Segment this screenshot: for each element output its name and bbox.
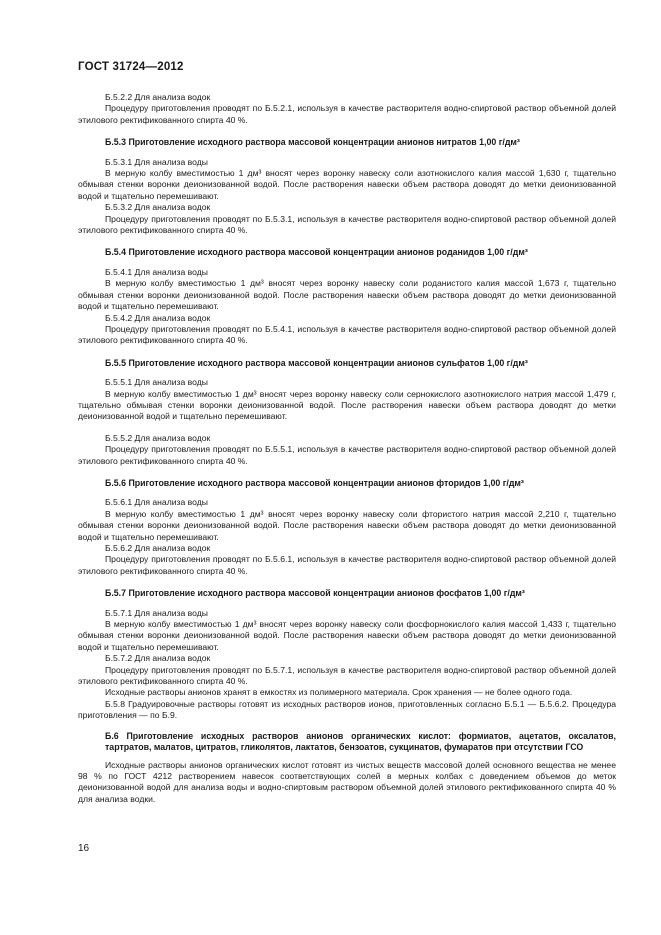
paragraph: Исходные растворы анионов хранят в емкостях из полимерного материала. Срок хранения — не более одного года. (105, 687, 573, 698)
subsection-title: Б.5.2.2 Для анализа водок (105, 92, 211, 102)
paragraph: Б.5.8 Градуировочные растворы готовят из исходных растворов ионов, приготовленных согласно Б.5.1 — Б.5.6.2. Процедура приготовления — по Б.9. (78, 698, 616, 721)
paragraph: Процедуру приготовления проводят по Б.5.6.1, используя в качестве растворителя водно-спиртовой раствор объемной долей этилового ректификованного спирта 40 %. (78, 554, 616, 576)
paragraph: Процедуру приготовления проводят по Б.5.7.1, используя в качестве растворителя водно-спиртовой раствор объемной долей этилового ректификованного спирта 40 %. (78, 664, 616, 687)
document-header: ГОСТ 31724—2012 (78, 61, 184, 73)
subsection-title: Б.5.4.1 Для анализа воды (105, 266, 208, 277)
paragraph: Исходные растворы анионов органических кислот готовят из чистых веществ массовой долей основного вещества не менее 98 % по ГОСТ 4212 растворением навесок соответствующих солей в мерных колбах с доведением объемов до меток деионизованной водой для анализа воды и водно-спиртовым раствором объемной долей этилового ректификованного спирта 40 % для анализа водки. (78, 759, 616, 804)
subsection-title: Б.5.6.1 Для анализа воды (105, 497, 208, 508)
paragraph: Процедуру приготовления проводят по Б.5.3.1, используя в качестве растворителя водно-спиртовой раствор объемной долей этилового ректификованного спирта 40 %. (78, 213, 616, 236)
section-heading: Б.5.3 Приготовление исходного раствора массовой концентрации анионов нитратов 1,00 г/дм³ (105, 137, 520, 148)
paragraph: В мерную колбу вместимостью 1 дм³ вносят через воронку навеску соли фтористого натрия массой 2,210 г, тщательно обмывая стенки воронки деионизованной водой. После растворения навески объем раствора доводят до метки деионизованной водой и тщательно перемешивают. (78, 508, 616, 542)
subsection-title: Б.5.6.2 Для анализа водок (105, 543, 211, 553)
section-heading: Б.5.4 Приготовление исходного раствора массовой концентрации анионов роданидов 1,00 г/дм³ (105, 247, 528, 258)
subsection-title: Б.5.7.2 Для анализа водок (105, 653, 211, 664)
paragraph: В мерную колбу вместимостью 1 дм³ вносят через воронку навеску соли фосфорнокислого калия массой 1,433 г, тщательно обмывая стенки воронки деионизованной водой. После растворения навески объем раствора доводят до метки деионизованной водой и тщательно перемешивают. (78, 619, 616, 652)
page-number: 16 (78, 843, 90, 854)
spacer (78, 423, 616, 433)
subsection-title: Б.5.3.2 Для анализа водок (105, 202, 211, 213)
subsection-title: Б.5.4.2 Для анализа водок (105, 312, 211, 323)
paragraph: Процедуру приготовления проводят по Б.5.2.1, используя в качестве растворителя водно-спиртовой раствор объемной долей этилового ректификованного спирта 40 %. (78, 103, 616, 125)
section-heading: Б.5.7 Приготовление исходного раствора массовой концентрации анионов фосфатов 1,00 г/дм³ (105, 588, 525, 599)
subsection-title: Б.5.5.2 Для анализа водок (105, 432, 211, 443)
subsection-title: Б.5.7.1 Для анализа воды (105, 607, 208, 618)
paragraph: Процедуру приготовления проводят по Б.5.5.1, используя в качестве растворителя водно-спиртовой раствор объемной долей этилового ректификованного спирта 40 %. (78, 444, 616, 466)
paragraph: В мерную колбу вместимостью 1 дм³ вносят через воронку навеску соли сернокислого азотнокислого натрия массой 1,479 г, тщательно обмывая стенки воронки деионизованной водой. После растворения навески объем раствора доводят до метки деионизованной водой и тщательно перемешивают. (78, 388, 616, 422)
subsection-title: Б.5.5.1 Для анализа воды (105, 377, 208, 388)
document-body (78, 92, 616, 805)
paragraph: Процедуру приготовления проводят по Б.5.4.1, используя в качестве растворителя водно-спиртовой раствор объемной долей этилового ректификованного спирта 40 %. (78, 323, 616, 346)
subsection-title: Б.5.3.1 Для анализа воды (105, 156, 208, 167)
section-heading: Б.5.6 Приготовление исходного раствора массовой концентрации анионов фторидов 1,00 г/дм³ (105, 477, 524, 488)
paragraph: В мерную колбу вместимостью 1 дм³ вносят через воронку навеску соли роданистого калия массой 1,673 г, тщательно обмывая стенки воронки деионизованной водой. После растворения навески объем раствора доводят до метки деионизованной водой и тщательно перемешивают. (78, 278, 616, 312)
section-heading: Б.6 Приготовление исходных растворов анионов органических кислот: формиатов, ацетатов, оксалатов, тартратов, малатов, цитратов, гликолятов, лактатов, бензоатов, сукцинатов, фумаратов при отсутствии ГСО (105, 730, 616, 753)
section-heading: Б.5.5 Приготовление исходного раствора массовой концентрации анионов сульфатов 1,00 г/дм³ (105, 357, 528, 368)
paragraph: В мерную колбу вместимостью 1 дм³ вносят через воронку навеску соли азотнокислого калия массой 1,630 г, тщательно обмывая стенки воронки деионизованной водой. После растворения навески объем раствора доводят до метки деионизованной водой и тщательно перемешивают. (78, 168, 616, 201)
